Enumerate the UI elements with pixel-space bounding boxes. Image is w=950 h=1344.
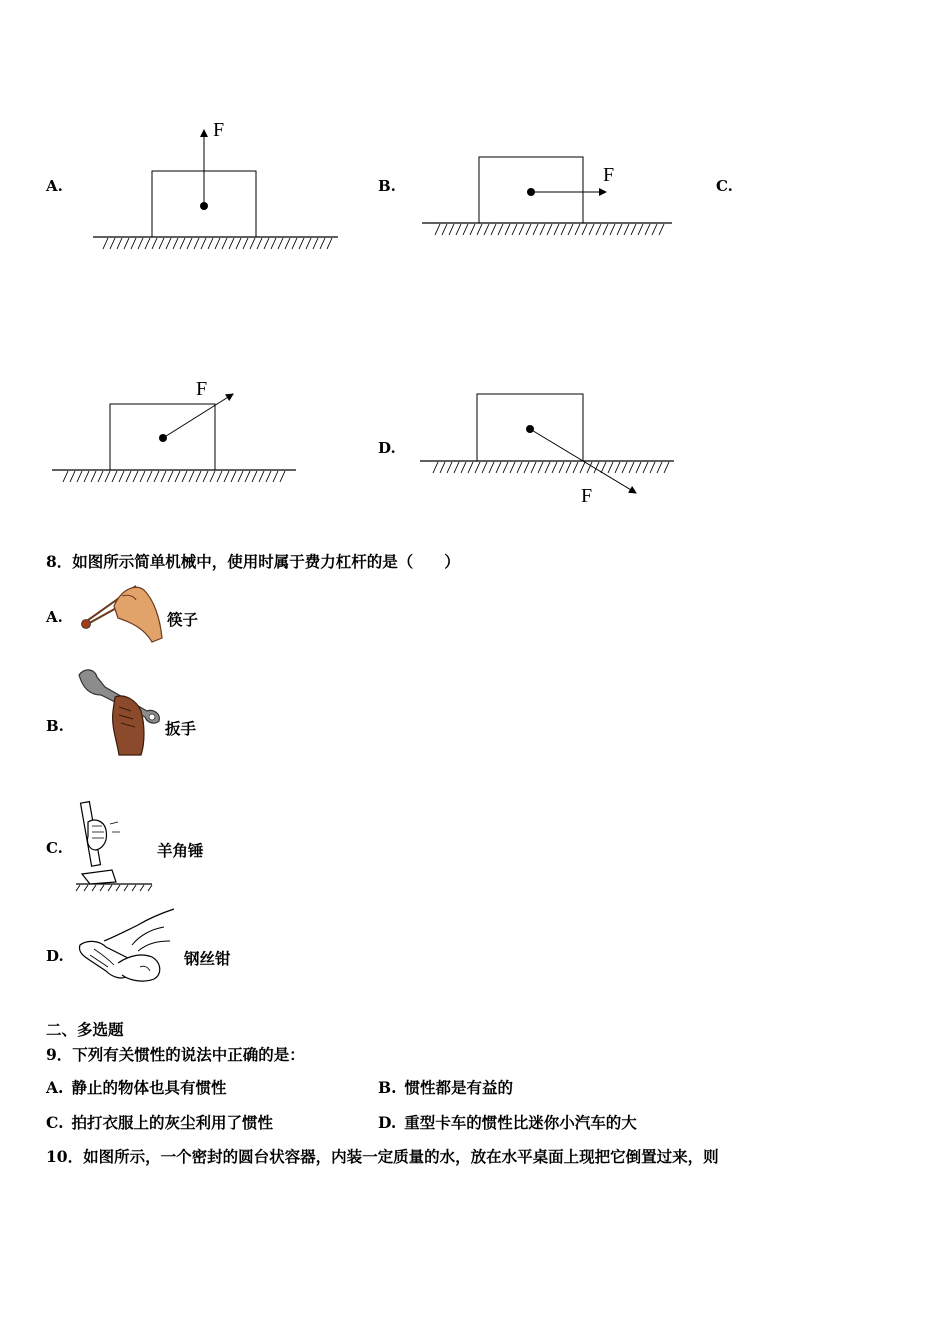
q8-stem: 8．如图所示简单机械中，使用时属于费力杠杆的是（ ）	[46, 552, 460, 571]
hatch-line	[103, 238, 108, 249]
hatch-line	[70, 471, 75, 482]
q9-option-c	[46, 1111, 273, 1133]
hatch-line	[112, 471, 117, 482]
hatch-line	[554, 224, 559, 235]
hatch-line	[547, 224, 552, 235]
hatch-line	[582, 224, 587, 235]
hatch-line	[250, 238, 255, 249]
hatch-line	[110, 238, 115, 249]
hatch-line	[615, 462, 620, 473]
option-c-label: C.	[716, 177, 733, 195]
hatch-line	[215, 238, 220, 249]
hatch-line	[236, 238, 241, 249]
q9-option-a-text: 静止的物体也具有惯性	[71, 1078, 227, 1097]
hatch-line	[238, 471, 243, 482]
hatch-line	[327, 238, 332, 249]
option-d-label: D.	[378, 439, 396, 457]
hatch-line	[622, 462, 627, 473]
hatch-line	[517, 462, 522, 473]
q10-stem: 10．如图所示，一个密封的圆台状容器，内装一定质量的水，放在水平桌面上现把它倒置过来，则	[46, 1147, 719, 1166]
q9-stem: 9．下列有关惯性的说法中正确的是：	[46, 1045, 305, 1064]
q8-option-a-text: 筷子	[167, 610, 199, 629]
hatch-line	[475, 462, 480, 473]
hatch-line	[573, 462, 578, 473]
hatch-line	[559, 462, 564, 473]
hatch-line	[117, 238, 122, 249]
hatch-line	[173, 238, 178, 249]
hatch-line	[124, 238, 129, 249]
q9-option-b	[378, 1076, 513, 1098]
hatch-line	[596, 224, 601, 235]
hatch-line	[624, 224, 629, 235]
hatch-line	[484, 224, 489, 235]
hatch-line	[257, 238, 262, 249]
q9-option-d-label: D.	[378, 1113, 397, 1132]
hatch-line	[119, 471, 124, 482]
hatch-line	[147, 471, 152, 482]
hatch-line	[538, 462, 543, 473]
ground-hatch	[103, 238, 332, 249]
hatch-line	[210, 471, 215, 482]
force-diagram-b	[418, 150, 678, 245]
q9-option-b-text: 惯性都是有益的	[404, 1078, 514, 1097]
hatch-line	[568, 224, 573, 235]
hatch-line	[280, 471, 285, 482]
hatch-line	[264, 238, 269, 249]
hatch-line	[168, 471, 173, 482]
hatch-line	[98, 471, 103, 482]
hatch-line	[503, 462, 508, 473]
hatch-line	[278, 238, 283, 249]
hatch-line	[306, 238, 311, 249]
hatch-line	[273, 471, 278, 482]
hatch-line	[140, 471, 145, 482]
hatch-line	[631, 224, 636, 235]
hatch-line	[456, 224, 461, 235]
hatch-line	[194, 238, 199, 249]
chopsticks-icon	[74, 578, 164, 644]
hatch-line	[468, 462, 473, 473]
q9-option-b-label: B.	[378, 1078, 397, 1097]
q9-option-c-label: C.	[46, 1113, 64, 1132]
hatch-line	[138, 238, 143, 249]
hatch-line	[63, 471, 68, 482]
hatch-line	[454, 462, 459, 473]
hatch-line	[203, 471, 208, 482]
hatch-line	[154, 471, 159, 482]
hatch-line	[659, 224, 664, 235]
section-title: 二、多选题	[46, 1020, 124, 1039]
hatch-line	[505, 224, 510, 235]
hatch-line	[208, 238, 213, 249]
hatch-line	[440, 462, 445, 473]
hatch-line	[519, 224, 524, 235]
hatch-line	[320, 238, 325, 249]
hatch-line	[652, 224, 657, 235]
force-label-f: F	[581, 485, 593, 507]
hatch-line	[175, 471, 180, 482]
q8-option-a-label: A.	[46, 608, 63, 626]
q8-option-c-text: 羊角锤	[157, 841, 204, 860]
hatch-line	[575, 224, 580, 235]
option-b-label: B.	[378, 177, 396, 195]
hatch-line	[201, 238, 206, 249]
force-label-f: F	[196, 378, 208, 400]
q9-option-a-label: A.	[46, 1078, 64, 1097]
hatch-line	[645, 224, 650, 235]
hatch-line	[231, 471, 236, 482]
force-diagram-a	[90, 110, 345, 255]
q8-option-b-text: 扳手	[165, 719, 197, 738]
hatch-line	[217, 471, 222, 482]
hatch-line	[229, 238, 234, 249]
hatch-line	[131, 238, 136, 249]
hatch-line	[180, 238, 185, 249]
hatch-line	[435, 224, 440, 235]
hatch-line	[603, 224, 608, 235]
q8-option-d-text: 钢丝钳	[184, 949, 231, 968]
hatch-line	[145, 238, 150, 249]
hatch-line	[533, 224, 538, 235]
hatch-line	[531, 462, 536, 473]
hatch-line	[442, 224, 447, 235]
hatch-line	[224, 471, 229, 482]
hatch-line	[638, 224, 643, 235]
hatch-line	[77, 471, 82, 482]
hatch-line	[252, 471, 257, 482]
q9-option-d	[378, 1111, 637, 1133]
hatch-line	[512, 224, 517, 235]
hatch-line	[447, 462, 452, 473]
force-label-f: F	[213, 119, 225, 141]
hatch-line	[545, 462, 550, 473]
hatch-line	[126, 471, 131, 482]
hatch-line	[222, 238, 227, 249]
hatch-line	[482, 462, 487, 473]
option-a-label: A.	[46, 177, 63, 195]
force-label-f: F	[603, 164, 615, 186]
hatch-line	[664, 462, 669, 473]
hatch-line	[105, 471, 110, 482]
hatch-line	[292, 238, 297, 249]
hatch-line	[285, 238, 290, 249]
hatch-line	[259, 471, 264, 482]
hatch-line	[477, 224, 482, 235]
hatch-line	[243, 238, 248, 249]
hatch-line	[187, 238, 192, 249]
hatch-line	[433, 462, 438, 473]
hatch-line	[610, 224, 615, 235]
ground-hatch	[433, 462, 669, 473]
hatch-line	[133, 471, 138, 482]
hatch-line	[524, 462, 529, 473]
hatch-line	[589, 224, 594, 235]
hatch-line	[496, 462, 501, 473]
hatch-line	[526, 224, 531, 235]
hatch-line	[449, 224, 454, 235]
hatch-line	[166, 238, 171, 249]
hatch-line	[299, 238, 304, 249]
q9-option-a	[46, 1076, 226, 1098]
hatch-line	[245, 471, 250, 482]
hatch-line	[580, 462, 585, 473]
hatch-line	[566, 462, 571, 473]
hatch-line	[657, 462, 662, 473]
ground-hatch	[63, 471, 285, 482]
hatch-line	[629, 462, 634, 473]
force-diagram-c	[50, 372, 300, 487]
q9-option-c-text: 拍打衣服上的灰尘利用了惯性	[71, 1113, 273, 1132]
hatch-line	[182, 471, 187, 482]
claw-hammer-icon	[74, 800, 154, 895]
hatch-line	[643, 462, 648, 473]
wrench-icon	[75, 667, 165, 760]
hatch-line	[196, 471, 201, 482]
q8-option-c-label: C.	[46, 839, 63, 857]
hatch-line	[561, 224, 566, 235]
hatch-line	[510, 462, 515, 473]
q9-option-d-text: 重型卡车的惯性比迷你小汽车的大	[404, 1113, 637, 1132]
hatch-line	[91, 471, 96, 482]
hatch-line	[601, 462, 606, 473]
hatch-line	[594, 462, 599, 473]
hatch-line	[617, 224, 622, 235]
hatch-line	[159, 238, 164, 249]
hatch-line	[84, 471, 89, 482]
pliers-icon	[78, 905, 178, 990]
q8-option-b-label: B.	[46, 717, 64, 735]
hatch-line	[271, 238, 276, 249]
hatch-line	[463, 224, 468, 235]
hatch-line	[491, 224, 496, 235]
hatch-line	[489, 462, 494, 473]
hatch-line	[313, 238, 318, 249]
hatch-line	[461, 462, 466, 473]
q8-option-d-label: D.	[46, 947, 64, 965]
hatch-line	[470, 224, 475, 235]
hatch-line	[636, 462, 641, 473]
hatch-line	[552, 462, 557, 473]
force-diagram-d	[418, 388, 683, 513]
ground-hatch	[435, 224, 664, 235]
hatch-line	[540, 224, 545, 235]
hatch-line	[161, 471, 166, 482]
force-arrow-diagonal	[163, 394, 233, 438]
hatch-line	[266, 471, 271, 482]
hatch-line	[608, 462, 613, 473]
hatch-line	[189, 471, 194, 482]
hatch-line	[152, 238, 157, 249]
hatch-line	[498, 224, 503, 235]
hatch-line	[650, 462, 655, 473]
